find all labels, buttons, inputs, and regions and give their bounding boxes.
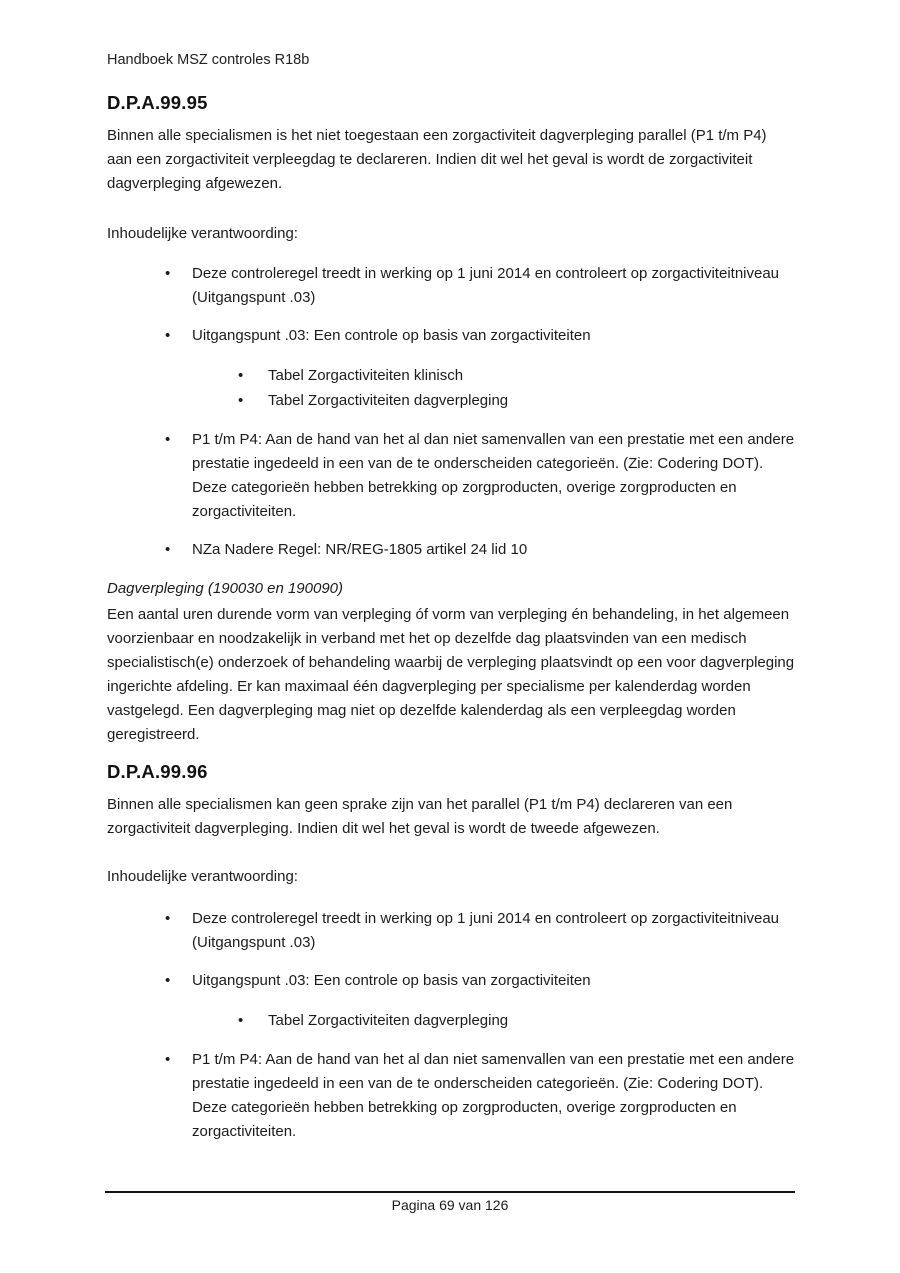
list-item xyxy=(107,262,795,310)
bullet-icon: • xyxy=(238,392,244,409)
list-item xyxy=(107,428,795,524)
rule-intro-99-96: Binnen alle specialismen kan geen sprake zijn van het parallel (P1 t/m P4) declareren van een zorgactiviteit dagverpleging. Indien dit wel het geval is wordt de tweede afgewezen. xyxy=(107,796,733,837)
list-item xyxy=(107,324,795,348)
list-item xyxy=(107,969,795,993)
document-header: Handboek MSZ controles R18b xyxy=(107,52,310,68)
bullet-icon: • xyxy=(238,367,244,384)
sub-bullet-list xyxy=(107,363,795,413)
list-item-text: Uitgangspunt .03: Een controle op basis van zorgactiviteiten xyxy=(192,972,591,989)
bullet-list-99-95 xyxy=(107,262,795,562)
page-content xyxy=(107,50,795,1144)
rule-intro-99-95: Binnen alle specialismen is het niet toegestaan een zorgactiviteit dagverpleging parallel (P1 t/m P4) aan een zorgactiviteit verpleegdag te declareren. Indien dit wel het geval is wordt de zorgactiviteit dagverpleging afgewezen. xyxy=(107,127,767,192)
subheading-verantwoording-2: Inhoudelijke verantwoording: xyxy=(107,868,298,885)
bullet-icon: • xyxy=(165,972,171,989)
sub-list-item xyxy=(107,388,795,413)
list-item xyxy=(107,1048,795,1144)
bullet-icon: • xyxy=(165,910,171,927)
subheading-verantwoording-1: Inhoudelijke verantwoording: xyxy=(107,225,298,242)
sub-list-item-text: Tabel Zorgactiviteiten klinisch xyxy=(268,367,464,384)
section-dpa-99-96 xyxy=(107,759,795,1144)
bullet-icon: • xyxy=(165,265,171,282)
sub-list-item xyxy=(107,363,795,388)
bullet-icon: • xyxy=(165,327,171,344)
sub-list-item-text: Tabel Zorgactiviteiten dagverpleging xyxy=(268,392,509,409)
list-item-text: NZa Nadere Regel: NR/REG-1805 artikel 24 lid 10 xyxy=(192,541,528,558)
rule-heading-99-95: D.P.A.99.95 xyxy=(107,92,208,113)
bullet-list-99-96 xyxy=(107,907,795,1144)
list-item-text: P1 t/m P4: Aan de hand van het al dan niet samenvallen van een prestatie met een andere prestatie ingedeeld in een van de te onderscheiden categorieën. (Zie: Codering DOT). Deze categorieën hebben betrekking op zorgproducten, overige zorgproducten en zorgactiviteiten. xyxy=(192,1051,795,1140)
list-item-text: Uitgangspunt .03: Een controle op basis van zorgactiviteiten xyxy=(192,327,591,344)
sub-list-item xyxy=(107,1008,795,1033)
bullet-icon: • xyxy=(165,1051,171,1068)
sub-list-item-text: Tabel Zorgactiviteiten dagverpleging xyxy=(268,1012,509,1029)
definition-body-dagverpleging: Een aantal uren durende vorm van verpleging óf vorm van verpleging én behandeling, in het algemeen voorzienbaar en noodzakelijk in verband met het op dezelfde dag plaatsvinden van een medisch specialistisch(e) onderzoek of behandeling waarbij de verpleging plaatsvindt op een voor dagverpleging ingerichte afdeling. Er kan maximaal één dagverpleging per specialisme per kalenderdag worden vastgelegd. Een dagverpleging mag niet op dezelfde kalenderdag als een verpleegdag worden geregistreerd. xyxy=(107,606,795,743)
list-item xyxy=(107,907,795,955)
bullet-icon: • xyxy=(165,541,171,558)
page-footer xyxy=(105,1191,795,1213)
sub-bullet-list xyxy=(107,1008,795,1033)
page-number: Pagina 69 van 126 xyxy=(391,1197,509,1213)
list-item xyxy=(107,538,795,562)
definition-heading-dagverpleging: Dagverpleging (190030 en 190090) xyxy=(107,580,344,597)
list-item-text: P1 t/m P4: Aan de hand van het al dan niet samenvallen van een prestatie met een andere prestatie ingedeeld in een van de te onderscheiden categorieën. (Zie: Codering DOT). Deze categorieën hebben betrekking op zorgproducten, overige zorgproducten en zorgactiviteiten. xyxy=(192,431,795,520)
section-dpa-99-95 xyxy=(107,90,795,747)
rule-heading-99-96: D.P.A.99.96 xyxy=(107,761,208,782)
list-item-text: Deze controleregel treedt in werking op 1 juni 2014 en controleert op zorgactiviteitniveau (Uitgangspunt .03) xyxy=(192,910,780,951)
list-item-text: Deze controleregel treedt in werking op 1 juni 2014 en controleert op zorgactiviteitniveau (Uitgangspunt .03) xyxy=(192,265,780,306)
bullet-icon: • xyxy=(238,1012,244,1029)
bullet-icon: • xyxy=(165,431,171,448)
